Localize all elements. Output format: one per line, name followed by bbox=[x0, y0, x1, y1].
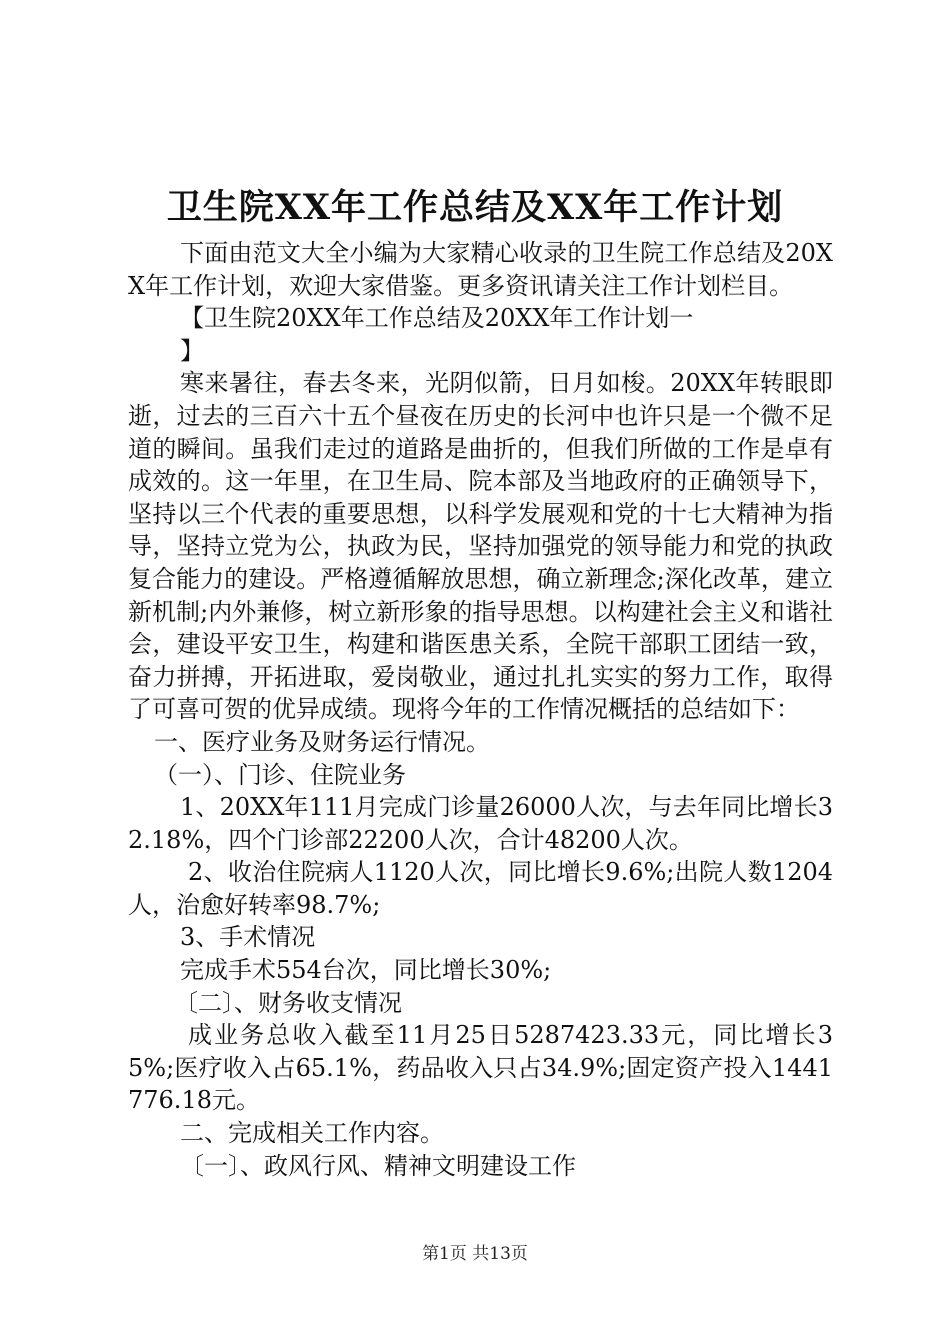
item-finance-detail: 成业务总收入截至11月25日5287423.33元，同比增长35%;医疗收入占65.1%，药品收入只占34.9%;固定资产投入1441776.18元。 bbox=[128, 1021, 833, 1115]
item-surgery-heading: 3、手术情况 bbox=[180, 923, 316, 952]
body-paragraph-summary: 寒来暑往，春去冬来，光阴似箭，日月如梭。20XX年转眼即逝，过去的三百六十五个昼夜在历史的长河中也许只是一个微不足道的瞬间。虽我们走过的道路是曲折的，但我们所做的工作是卓有成效的。这一年里，在卫生局、院本部及当地政府的正确领导下，坚持以三个代表的重要思想，以科学发展观和党的十七大精神为指导，坚持立党为公，执政为民，坚持加强党的领导能力和党的执政复合能力的建设。严格遵循解放思想，确立新理念;深化改革，建立新机制;内外兼修，树立新形象的指导思想。以构建社会主义和谐社会，建设平安卫生，构建和谐医患关系，全院干部职工团结一致，奋力拼搏，开拓进取，爱岗敬业，通过扎扎实实的努力工作，取得了可喜可贺的优异成绩。现将今年的工作情况概括的总结如下： bbox=[128, 369, 833, 724]
intro-paragraph: 下面由范文大全小编为大家精心收录的卫生院工作总结及20XX年工作计划，欢迎大家借鉴。更多资讯请关注工作计划栏目。 bbox=[128, 239, 833, 300]
heading-medical-finance: 一、医疗业务及财务运行情况。 bbox=[154, 727, 490, 756]
subheading-finance: 〔二〕、财务收支情况 bbox=[174, 988, 402, 1017]
heading-related-work: 二、完成相关工作内容。 bbox=[180, 1119, 444, 1148]
page-indicator: 第1页 共13页 bbox=[422, 1244, 528, 1264]
section-heading-part-one: 【卫生院20XX年工作总结及20XX年工作计划一 bbox=[180, 304, 694, 333]
item-outpatient-volume: 1、20XX年111月完成门诊量26000人次，与去年同比增长32.18%，四个门诊部22200人次，合计48200人次。 bbox=[128, 793, 833, 854]
section-heading-bracket: 】 bbox=[180, 336, 204, 365]
document-title: 卫生院XX年工作总结及XX年工作计划 bbox=[166, 187, 784, 228]
document-body bbox=[128, 237, 833, 1182]
subheading-outpatient: （一）、门诊、住院业务 bbox=[154, 760, 406, 789]
item-inpatient: 2、收治住院病人1120人次，同比增长9.6%;出院人数1204人，治愈好转率98.7%; bbox=[128, 858, 833, 919]
subheading-style-civilization: 〔一〕、政风行风、精神文明建设工作 bbox=[180, 1151, 576, 1180]
item-surgery-detail: 完成手术554台次，同比增长30%; bbox=[180, 956, 552, 985]
